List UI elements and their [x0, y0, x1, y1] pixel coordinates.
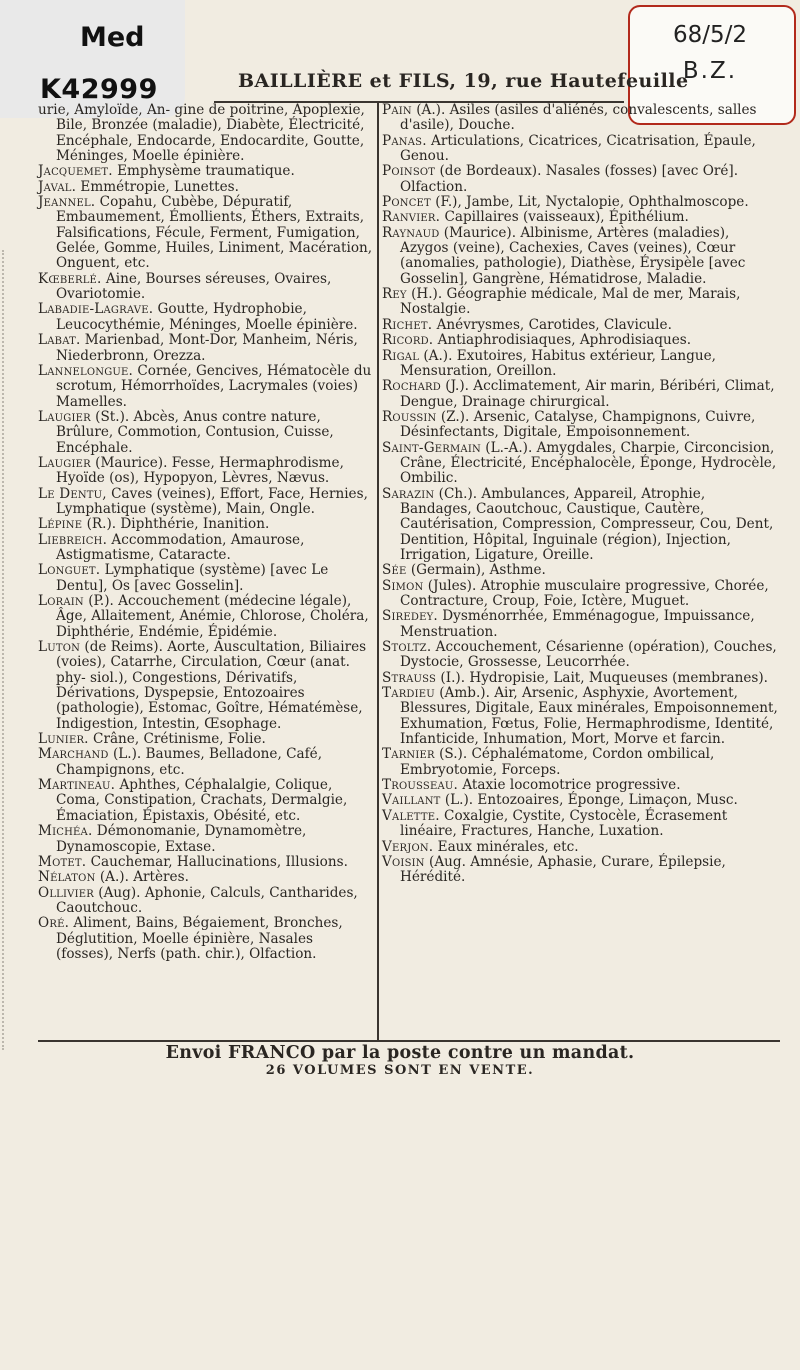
left-column: [38, 103, 374, 962]
entry-topics: Coxalgie, Cystite, Cystocèle, Écrasement linéaire, Fractures, Hanche, Luxation.: [400, 807, 728, 840]
author-entry: [382, 103, 780, 134]
author-name: Lannelongue.: [38, 362, 134, 379]
author-entry: [38, 778, 374, 824]
entry-topics: (de Bordeaux). Nasales (fosses) [avec Oré]. Olfaction.: [400, 163, 739, 195]
entry-topics: Accommodation, Amaurose, Astigmatisme, Cataracte.: [56, 531, 305, 563]
author-entry: [38, 594, 374, 640]
entry-topics: (S.). Céphalématome, Cordon ombilical, Embryotomie, Forceps.: [400, 746, 715, 778]
author-name: Poinsot: [382, 163, 436, 180]
author-name: Rochard: [382, 378, 441, 395]
author-entry: [382, 640, 780, 671]
author-name: Voisin: [382, 853, 425, 870]
author-name: Trousseau.: [382, 777, 459, 794]
call-section: B.Z.: [682, 58, 738, 84]
author-name: Raynaud: [382, 224, 440, 241]
author-entry: [38, 824, 374, 855]
author-name: Rey: [382, 286, 407, 303]
author-name: Longuet.: [38, 562, 101, 579]
author-entry: [38, 533, 374, 564]
author-entry: [38, 517, 374, 532]
entry-topics: (L.). Entozoaires, Éponge, Limaçon, Musc.: [440, 792, 738, 809]
author-name: Lunier.: [38, 731, 89, 748]
author-entry: [38, 180, 374, 195]
entry-topics: Emphysème traumatique.: [112, 163, 295, 180]
author-entry: [38, 410, 374, 456]
author-entry: [382, 793, 780, 808]
entry-topics: Antiaphrodisiaques, Aphrodisiaques.: [433, 332, 692, 349]
author-name: Marchand: [38, 746, 109, 763]
author-name: Tarnier: [382, 746, 435, 763]
entry-topics: (Aug. Amnésie, Aphasie, Curare, Épilepsie, Hérédité.: [400, 853, 726, 886]
entry-topics: Accouchement, Césarienne (opération), Couches, Dystocie, Grossesse, Leucorrhée.: [400, 639, 777, 671]
author-name: Javal.: [38, 178, 77, 195]
entry-topics: (L.). Baumes, Belladone, Café, Champignons, etc.: [56, 746, 323, 778]
author-name: Simon: [382, 577, 424, 594]
author-entry: [382, 840, 780, 855]
author-entry: [38, 103, 374, 164]
entry-topics: Articulations, Cicatrices, Cicatrisation, Épaule, Genou.: [400, 132, 756, 165]
author-entry: [382, 778, 780, 793]
author-entry: [382, 287, 780, 318]
entry-topics: Dysménorrhée, Emménagogue, Impuissance, Menstruation.: [400, 608, 755, 640]
entry-topics: Cauchemar, Hallucinations, Illusions.: [86, 853, 348, 870]
author-name: Verjon.: [382, 838, 434, 855]
entry-topics: Aine, Bourses séreuses, Ovaires, Ovariotomie.: [56, 270, 332, 303]
author-entry: [382, 686, 780, 747]
footer-offer: Envoi FRANCO par la poste contre un mandat.: [165, 1043, 635, 1063]
author-name: Stoltz.: [382, 639, 432, 656]
entry-topics: Cornée, Gencives, Hématocèle du scrotum, Hémorrhoïdes, Lacrymales (voies) Mamelles.: [56, 362, 372, 410]
author-entry: [38, 640, 374, 732]
author-entry: [38, 364, 374, 410]
entry-topics: Capillaires (vaisseaux), Épithélium.: [440, 209, 689, 226]
author-entry: [382, 609, 780, 640]
author-name: Ricord.: [382, 332, 434, 349]
author-entry: [382, 747, 780, 778]
author-name: Luton: [38, 639, 81, 656]
publisher-header: BAILLIÈRE et FILS, 19, rue Hautefeuille: [238, 70, 689, 92]
author-name: Lépine: [38, 516, 83, 533]
entry-topics: Crâne, Crétinisme, Folie.: [88, 731, 266, 748]
entry-topics: (Amb.). Air, Arsenic, Asphyxie, Avortement, Blessures, Digitale, Eaux minérales, Empoisonnement, Exhumation, Fœtus, Folie, Hermaphrodisme, Identité, Infanticide, Inhumation, Mort, Morve et farcin.: [400, 685, 778, 748]
author-entry: [38, 456, 374, 487]
entry-topics: (A.). Exutoires, Habitus extérieur, Langue, Mensuration, Oreillon.: [400, 347, 716, 379]
author-entry: [382, 318, 780, 333]
entry-topics: Aliment, Bains, Bégaiement, Bronches, Déglutition, Moelle épinière, Nasales (fosses), Nerfs (path. chir.), Olfaction.: [56, 915, 343, 962]
entry-topics: (St.). Abcès, Anus contre nature, Brûlure, Commotion, Contusion, Cuisse, Encéphale.: [56, 408, 334, 456]
author-name: Siredey.: [382, 608, 438, 625]
entry-topics: (Maurice). Albinisme, Artères (maladies), Azygos (veine), Cachexies, Caves (veines), Cœur (anomalies, pathologie), Diathèse, Érysipèle [avec Gosselin], Gangrène, Hématidrose, Maladie.: [400, 224, 746, 287]
entry-topics: (L.-A.). Amygdales, Charpie, Circoncision, Crâne, Électricité, Encéphalocèle, Éponge, Hydrocèle, Ombilic.: [400, 439, 777, 487]
column-divider: [377, 103, 379, 1041]
entry-topics: Goutte, Hydrophobie, Leucocythémie, Méninges, Moelle épinière.: [56, 301, 358, 333]
author-entry: [382, 410, 780, 441]
author-name: Vaillant: [382, 792, 441, 809]
entry-topics: Ataxie locomotrice progressive.: [458, 777, 681, 794]
footer-volumes: 26 VOLUMES SONT EN VENTE.: [265, 1063, 535, 1078]
author-entry: [38, 916, 374, 962]
author-entry: [38, 487, 374, 518]
author-entry: [382, 379, 780, 410]
author-name: Oré.: [38, 915, 70, 932]
entry-topics: (A.). Asiles (asiles d'aliénés, convalescents, salles d'asile), Douche.: [400, 102, 757, 134]
author-entry: [382, 441, 780, 487]
entry-topics: (R.). Diphthérie, Inanition.: [82, 516, 270, 533]
footer-rule: [38, 1040, 780, 1042]
author-entry: [38, 747, 374, 778]
entry-topics: (A.). Artères.: [95, 869, 189, 886]
author-name: Valette.: [382, 807, 440, 824]
author-name: Saint-Germain: [382, 439, 481, 456]
entry-topics: Aphthes, Céphalalgie, Colique, Coma, Constipation, Crachats, Dermalgie, Émaciation, Épistaxis, Obésité, etc.: [56, 777, 348, 824]
entry-topics: Emmétropie, Lunettes.: [76, 178, 239, 195]
author-entry: [38, 164, 374, 179]
author-entry: [382, 579, 780, 610]
author-name: Sarazin: [382, 485, 435, 502]
binding-edge: [2, 250, 10, 1050]
entry-topics: (Maurice). Fesse, Hermaphrodisme, Hyoïde (os), Hypopyon, Lèvres, Nævus.: [56, 454, 344, 487]
library-stamp: [0, 0, 185, 118]
author-entry: [382, 134, 780, 165]
author-entry: [38, 886, 374, 917]
author-name: Labat.: [38, 332, 81, 349]
entry-topics: urie, Amyloïde, An- gine de poitrine, Apoplexie, Bile, Bronzée (maladie), Diabète, Électricité, Encéphale, Endocarde, Endocardite, Goutte, Méninges, Moelle épinière.: [38, 102, 365, 165]
author-name: Roussin: [382, 408, 437, 425]
author-entry: [38, 732, 374, 747]
author-entry: [382, 349, 780, 380]
author-name: Richet.: [382, 316, 433, 333]
author-entry: [38, 272, 374, 303]
author-name: Liebreich.: [38, 531, 108, 548]
author-name: Le Dentu,: [38, 485, 107, 502]
author-entry: [38, 333, 374, 364]
author-entry: [382, 487, 780, 564]
author-name: Martineau.: [38, 777, 116, 794]
author-entry: [38, 870, 374, 885]
author-name: Rigal: [382, 347, 420, 364]
entry-topics: (I.). Hydropisie, Lait, Muqueuses (membranes).: [436, 669, 768, 686]
author-name: Motet.: [38, 853, 87, 870]
author-name: Poncet: [382, 194, 431, 211]
author-entry: [382, 333, 780, 348]
author-name: Labadie-Lagrave.: [38, 301, 154, 318]
author-entry: [382, 226, 780, 287]
author-entry: [382, 210, 780, 225]
author-entry: [382, 195, 780, 210]
author-name: Pain: [382, 102, 412, 118]
author-entry: [382, 563, 780, 578]
author-name: Strauss: [382, 669, 437, 686]
entry-topics: (Aug). Aphonie, Calculs, Cantharides, Caoutchouc.: [56, 884, 358, 916]
author-name: Michéa.: [38, 823, 93, 840]
author-entry: [38, 855, 374, 870]
author-entry: [382, 809, 780, 840]
author-entry: [382, 671, 780, 686]
author-entry: [38, 195, 374, 272]
author-name: Jeannel.: [38, 194, 96, 211]
entry-topics: (Germain), Asthme.: [406, 562, 546, 579]
author-entry: [382, 164, 780, 195]
author-entry: [38, 302, 374, 333]
author-name: Ranvier.: [382, 209, 441, 226]
author-entry: [38, 563, 374, 594]
author-name: Panas.: [382, 132, 427, 149]
author-name: Laugier: [38, 408, 91, 425]
call-number: 68/5/2: [672, 22, 748, 48]
entry-topics: (Jules). Atrophie musculaire progressive, Chorée, Contracture, Croup, Foie, Ictère, Muguet.: [400, 577, 769, 609]
entry-topics: Lymphatique (système) [avec Le Dentu], Os [avec Gosselin].: [56, 562, 329, 594]
entry-topics: Eaux minérales, etc.: [433, 838, 579, 855]
stamp-line-1: Med: [80, 22, 145, 53]
entry-topics: (de Reims). Aorte, Auscultation, Biliaires (voies), Catarrhe, Circulation, Cœur (anat. phy- siol.), Congestions, Dérivatifs, Dérivations, Dyspepsie, Entozoaires (pathologie), Estomac, Goître, Hématémèse, Indigestion, Intestin, Œsophage.: [56, 639, 367, 732]
right-column: [382, 103, 780, 886]
entry-topics: (P.). Accouchement (médecine légale), Âge, Allaitement, Anémie, Chlorose, Choléra, Diphthérie, Endémie, Épidémie.: [56, 593, 369, 640]
entry-topics: (Ch.). Ambulances, Appareil, Atrophie, Bandages, Caoutchouc, Caustique, Cautère, Cautérisation, Compression, Compresseur, Cou, Dent, Dentition, Hôpital, Inguinale (région), Injection, Irrigation, Ligature, Oreille.: [400, 485, 774, 563]
author-name: Jacquemet.: [38, 163, 113, 180]
author-entry: [382, 855, 780, 886]
author-name: Nélaton: [38, 869, 96, 886]
entry-topics: Copahu, Cubèbe, Dépuratif, Embaumement, Émollients, Éthers, Extraits, Falsifications, Fécule, Ferment, Fumigation, Gelée, Gomme, Huiles, Liniment, Macération, Onguent, etc.: [56, 194, 373, 272]
entry-topics: (Z.). Arsenic, Catalyse, Champignons, Cuivre, Désinfectants, Digitale, Empoisonnement.: [400, 408, 756, 441]
author-name: Tardieu: [382, 685, 435, 702]
author-name: Lorain: [38, 593, 84, 609]
author-name: Sée: [382, 562, 407, 579]
entry-topics: (J.). Acclimatement, Air marin, Béribéri, Climat, Dengue, Drainage chirurgical.: [400, 378, 775, 410]
author-name: Kœberlé.: [38, 270, 102, 287]
stamp-line-2: K42999: [40, 74, 158, 105]
entry-topics: Anévrysmes, Carotides, Clavicule.: [432, 316, 672, 333]
entry-topics: Marienbad, Mont-Dor, Manheim, Néris, Niederbronn, Orezza.: [56, 332, 358, 364]
entry-topics: Démonomanie, Dynamomètre, Dynamoscopie, Extase.: [56, 823, 307, 855]
entry-topics: Caves (veines), Effort, Face, Hernies, Lymphatique (système), Main, Ongle.: [56, 485, 368, 517]
entry-topics: (F.), Jambe, Lit, Nyctalopie, Ophthalmoscope.: [430, 194, 749, 211]
author-name: Laugier: [38, 454, 91, 471]
author-name: Ollivier: [38, 884, 94, 901]
entry-topics: (H.). Géographie médicale, Mal de mer, Marais, Nostalgie.: [400, 286, 741, 318]
